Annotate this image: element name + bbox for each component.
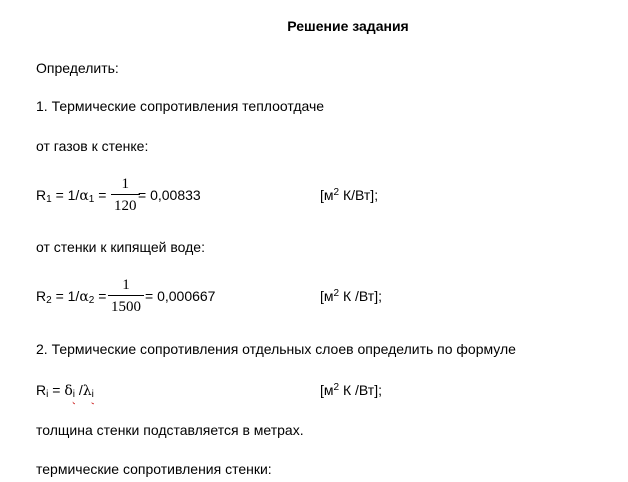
ri-subscript: i bbox=[46, 389, 49, 400]
r2-unit-close: К /Вт]; bbox=[339, 288, 382, 304]
ri-formula bbox=[36, 382, 94, 399]
alpha2-symbol: α bbox=[79, 289, 89, 305]
r2-eq2: = bbox=[94, 288, 107, 304]
r1-result: = 0,00833 bbox=[138, 187, 201, 203]
lambda-symbol: λ bbox=[82, 383, 92, 399]
wall-resistances-text: термические сопротивления стенки: bbox=[36, 461, 272, 477]
r2-unit-sup: 2 bbox=[333, 288, 340, 299]
r2-unit-open: [м bbox=[320, 288, 334, 304]
ri-unit-open: [м bbox=[320, 382, 334, 398]
r2-subscript: 2 bbox=[46, 295, 52, 306]
r1-fraction bbox=[111, 176, 140, 214]
section1-heading: 1. Термические сопротивления теплоотдаче bbox=[36, 98, 325, 114]
ri-slash: / bbox=[75, 382, 83, 398]
r1-subscript: 1 bbox=[46, 194, 52, 205]
r1-unit-open: [м bbox=[320, 187, 334, 203]
r2-result: = 0,000667 bbox=[145, 288, 216, 304]
wall-to-water-text: от стенки к кипящей воде: bbox=[36, 239, 205, 255]
r2-fraction-denominator: 1500 bbox=[111, 299, 141, 315]
r1-eq2: = bbox=[94, 187, 107, 203]
r2-symbol: R bbox=[36, 288, 47, 304]
ri-eq: = bbox=[48, 382, 65, 398]
thickness-note: толщина стенки подставляется в метрах. bbox=[36, 422, 304, 438]
r1-symbol: R bbox=[36, 187, 47, 203]
alpha1-symbol: α bbox=[79, 188, 89, 204]
r2-fraction-numerator: 1 bbox=[122, 277, 130, 293]
r2-eq: = 1/ bbox=[51, 288, 80, 304]
ri-unit-close: К /Вт]; bbox=[339, 382, 382, 398]
delta-subscript: i bbox=[72, 389, 75, 400]
gas-to-wall-text: от газов к стенке: bbox=[36, 138, 149, 154]
delta-symbol: δ bbox=[64, 383, 73, 399]
section2-heading: 2. Термические сопротивления отдельных слоев определить по формуле bbox=[36, 341, 516, 357]
alpha1-subscript: 1 bbox=[88, 194, 95, 205]
ri-symbol: R bbox=[36, 382, 47, 398]
r2-fraction bbox=[108, 277, 144, 315]
r1-fraction-bar bbox=[111, 194, 140, 195]
r1-eq: = 1/ bbox=[51, 187, 80, 203]
r1-unit-close: К/Вт]; bbox=[339, 187, 379, 203]
r1-fraction-denominator: 120 bbox=[114, 198, 137, 214]
alpha2-subscript: 2 bbox=[88, 295, 95, 306]
lambda-subscript: i bbox=[91, 389, 94, 400]
intro-text: Определить: bbox=[36, 60, 119, 76]
r1-unit bbox=[320, 187, 378, 203]
r1-formula bbox=[36, 187, 106, 204]
r1-fraction-numerator: 1 bbox=[121, 176, 129, 192]
r2-unit bbox=[320, 288, 382, 304]
r1-unit-sup: 2 bbox=[333, 187, 340, 198]
r2-formula bbox=[36, 288, 106, 305]
ri-unit-sup: 2 bbox=[333, 382, 340, 393]
page-title: Решение задания bbox=[287, 18, 409, 34]
ri-unit bbox=[320, 382, 382, 398]
r2-fraction-bar bbox=[108, 295, 144, 296]
